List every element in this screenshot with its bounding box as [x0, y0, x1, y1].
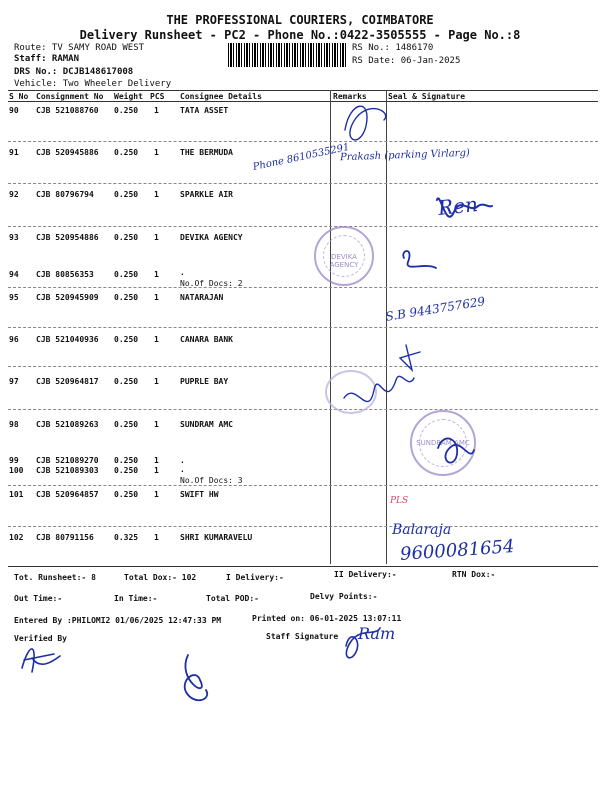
row-consignee: CANARA BANK [180, 335, 233, 344]
row-consignment: CJB 80856353 [36, 270, 94, 279]
row-pcs: 1 [154, 466, 159, 475]
row-weight: 0.250 [114, 190, 139, 199]
row-sno: 97 [9, 377, 19, 386]
signature-row98 [438, 439, 474, 463]
rubber-stamp: SUNDRAM AMC [410, 410, 476, 476]
row-consignee: . [180, 268, 185, 277]
row-docs-count: No.Of Docs: 2 [180, 279, 243, 288]
out-time: Out Time:- [14, 594, 63, 603]
row-consignment: CJB 80796794 [36, 190, 94, 199]
drs-number: DRS No.: DCJB148617008 [14, 67, 134, 77]
signature-row97 [344, 376, 414, 401]
row-sno: 93 [9, 233, 19, 242]
row-consignee: SUNDRAM AMC [180, 420, 233, 429]
i-delivery: I Delivery:- [226, 573, 284, 582]
in-time: In Time:- [114, 594, 158, 603]
row-consignee: . [180, 465, 185, 474]
row-pcs: 1 [154, 420, 159, 429]
row-weight: 0.250 [114, 335, 139, 344]
row-sno: 94 [9, 270, 19, 279]
row-pcs: 1 [154, 190, 159, 199]
staff-signature-mark: Ram [358, 624, 396, 643]
row-consignment: CJB 520945886 [36, 148, 99, 157]
row-consignee: PUPRLE BAY [180, 377, 229, 386]
verified-by-signature [22, 649, 60, 672]
row-weight: 0.250 [114, 377, 139, 386]
row-consignment: CJB 80791156 [36, 533, 94, 542]
row-consignment: CJB 521088760 [36, 106, 99, 115]
row-weight: 0.250 [114, 490, 139, 499]
row-pcs: 1 [154, 270, 159, 279]
row-sno: 101 [9, 490, 24, 499]
total-pod: Total POD:- [206, 594, 259, 603]
handwriting-name-row102: Balaraja [392, 522, 452, 538]
row-weight: 0.250 [114, 466, 139, 475]
row-pcs: 1 [154, 233, 159, 242]
handwriting-row101: PLS [390, 496, 409, 506]
row-weight: 0.250 [114, 233, 139, 242]
row-weight: 0.250 [114, 420, 139, 429]
route: Route: TV SAMY ROAD WEST [14, 43, 145, 53]
col-header-consignee: Consignee Details [180, 92, 262, 101]
row-sno: 99 [9, 456, 19, 465]
handwriting-row92: Ren [436, 191, 479, 221]
vehicle: Vehicle: Two Wheeler Delivery [14, 79, 172, 89]
row-consignee: SPARKLE AIR [180, 190, 233, 199]
row-consignee: TATA ASSET [180, 106, 229, 115]
row-sno: 100 [9, 466, 24, 475]
rtn-dox: RTN Dox:- [452, 570, 496, 579]
handwriting-row95: S.B 9443757629 [384, 294, 487, 324]
row-consignee: SWIFT HW [180, 490, 219, 499]
row-pcs: 1 [154, 377, 159, 386]
row-weight: 0.325 [114, 533, 139, 542]
row-consignee: . [180, 456, 185, 465]
ii-delivery: II Delivery:- [334, 570, 397, 579]
verified-scribble [185, 655, 208, 700]
rs-date: RS Date: 06-Jan-2025 [352, 56, 461, 66]
col-header-pcs: PCS [150, 92, 165, 101]
row-weight: 0.250 [114, 106, 139, 115]
row-sno: 90 [9, 106, 19, 115]
signature-row96 [400, 345, 420, 370]
handwriting-phone-row91: Phone 8610535291 [251, 141, 351, 174]
row-consignment: CJB 520945909 [36, 293, 99, 302]
staff: Staff: RAMAN [14, 54, 80, 64]
row-weight: 0.250 [114, 270, 139, 279]
row-sno: 102 [9, 533, 24, 542]
staff-signature-label: Staff Signature [266, 632, 339, 641]
handwriting-phone-row102: 9600081654 [399, 536, 516, 565]
row-consignment: CJB 521089303 [36, 466, 99, 475]
row-consignment: CJB 520954886 [36, 233, 99, 242]
handwriting-remark-row91: Prakash (parking Virlarg) [339, 147, 470, 164]
total-runsheet: Tot. Runsheet:- 8 [14, 573, 96, 582]
row-consignment: CJB 521040936 [36, 335, 99, 344]
col-header-seal: Seal & Signature [388, 92, 466, 101]
signature-row90 [345, 106, 386, 140]
printed-on: Printed on: 06-01-2025 13:07:11 [252, 614, 402, 623]
row-consignment: CJB 520964817 [36, 377, 99, 386]
entered-by: Entered By :PHILOMI2 01/06/2025 12:47:33 PM [14, 616, 222, 625]
row-pcs: 1 [154, 533, 159, 542]
row-consignee: DEVIKA AGENCY [180, 233, 243, 242]
col-header-remarks: Remarks [333, 92, 367, 101]
row-consignee: THE BERMUDA [180, 148, 233, 157]
col-header-sno: S No [9, 92, 29, 101]
row-pcs: 1 [154, 293, 159, 302]
runsheet-subtitle: Delivery Runsheet - PC2 - Phone No.:0422-3505555 - Page No.:8 [79, 28, 521, 42]
verified-by-label: Verified By [14, 634, 67, 643]
row-weight: 0.250 [114, 293, 139, 302]
row-pcs: 1 [154, 148, 159, 157]
row-consignment: CJB 520964857 [36, 490, 99, 499]
row-weight: 0.250 [114, 148, 139, 157]
row-sno: 92 [9, 190, 19, 199]
row-sno: 98 [9, 420, 19, 429]
row-pcs: 1 [154, 335, 159, 344]
row-consignment: CJB 521089263 [36, 420, 99, 429]
row-consignment: CJB 521089270 [36, 456, 99, 465]
row-pcs: 1 [154, 490, 159, 499]
row-docs-count: No.Of Docs: 3 [180, 476, 243, 485]
row-sno: 91 [9, 148, 19, 157]
row-consignee: NATARAJAN [180, 293, 224, 302]
row-consignee: SHRI KUMARAVELU [180, 533, 253, 542]
row-weight: 0.250 [114, 456, 139, 465]
rs-number: RS No.: 1486170 [352, 43, 434, 53]
row-sno: 96 [9, 335, 19, 344]
col-header-consignment: Consignment No [36, 92, 104, 101]
delivery-points: Delvy Points:- [310, 592, 378, 601]
row-sno: 95 [9, 293, 19, 302]
signature-row93 [403, 251, 436, 268]
col-header-weight: Weight [114, 92, 143, 101]
total-dox: Total Dox:- 102 [124, 573, 197, 582]
company-title: THE PROFESSIONAL COURIERS, COIMBATORE [166, 13, 434, 27]
row-pcs: 1 [154, 106, 159, 115]
row-pcs: 1 [154, 456, 159, 465]
rubber-stamp: DEVIKA AGENCY [314, 226, 374, 286]
